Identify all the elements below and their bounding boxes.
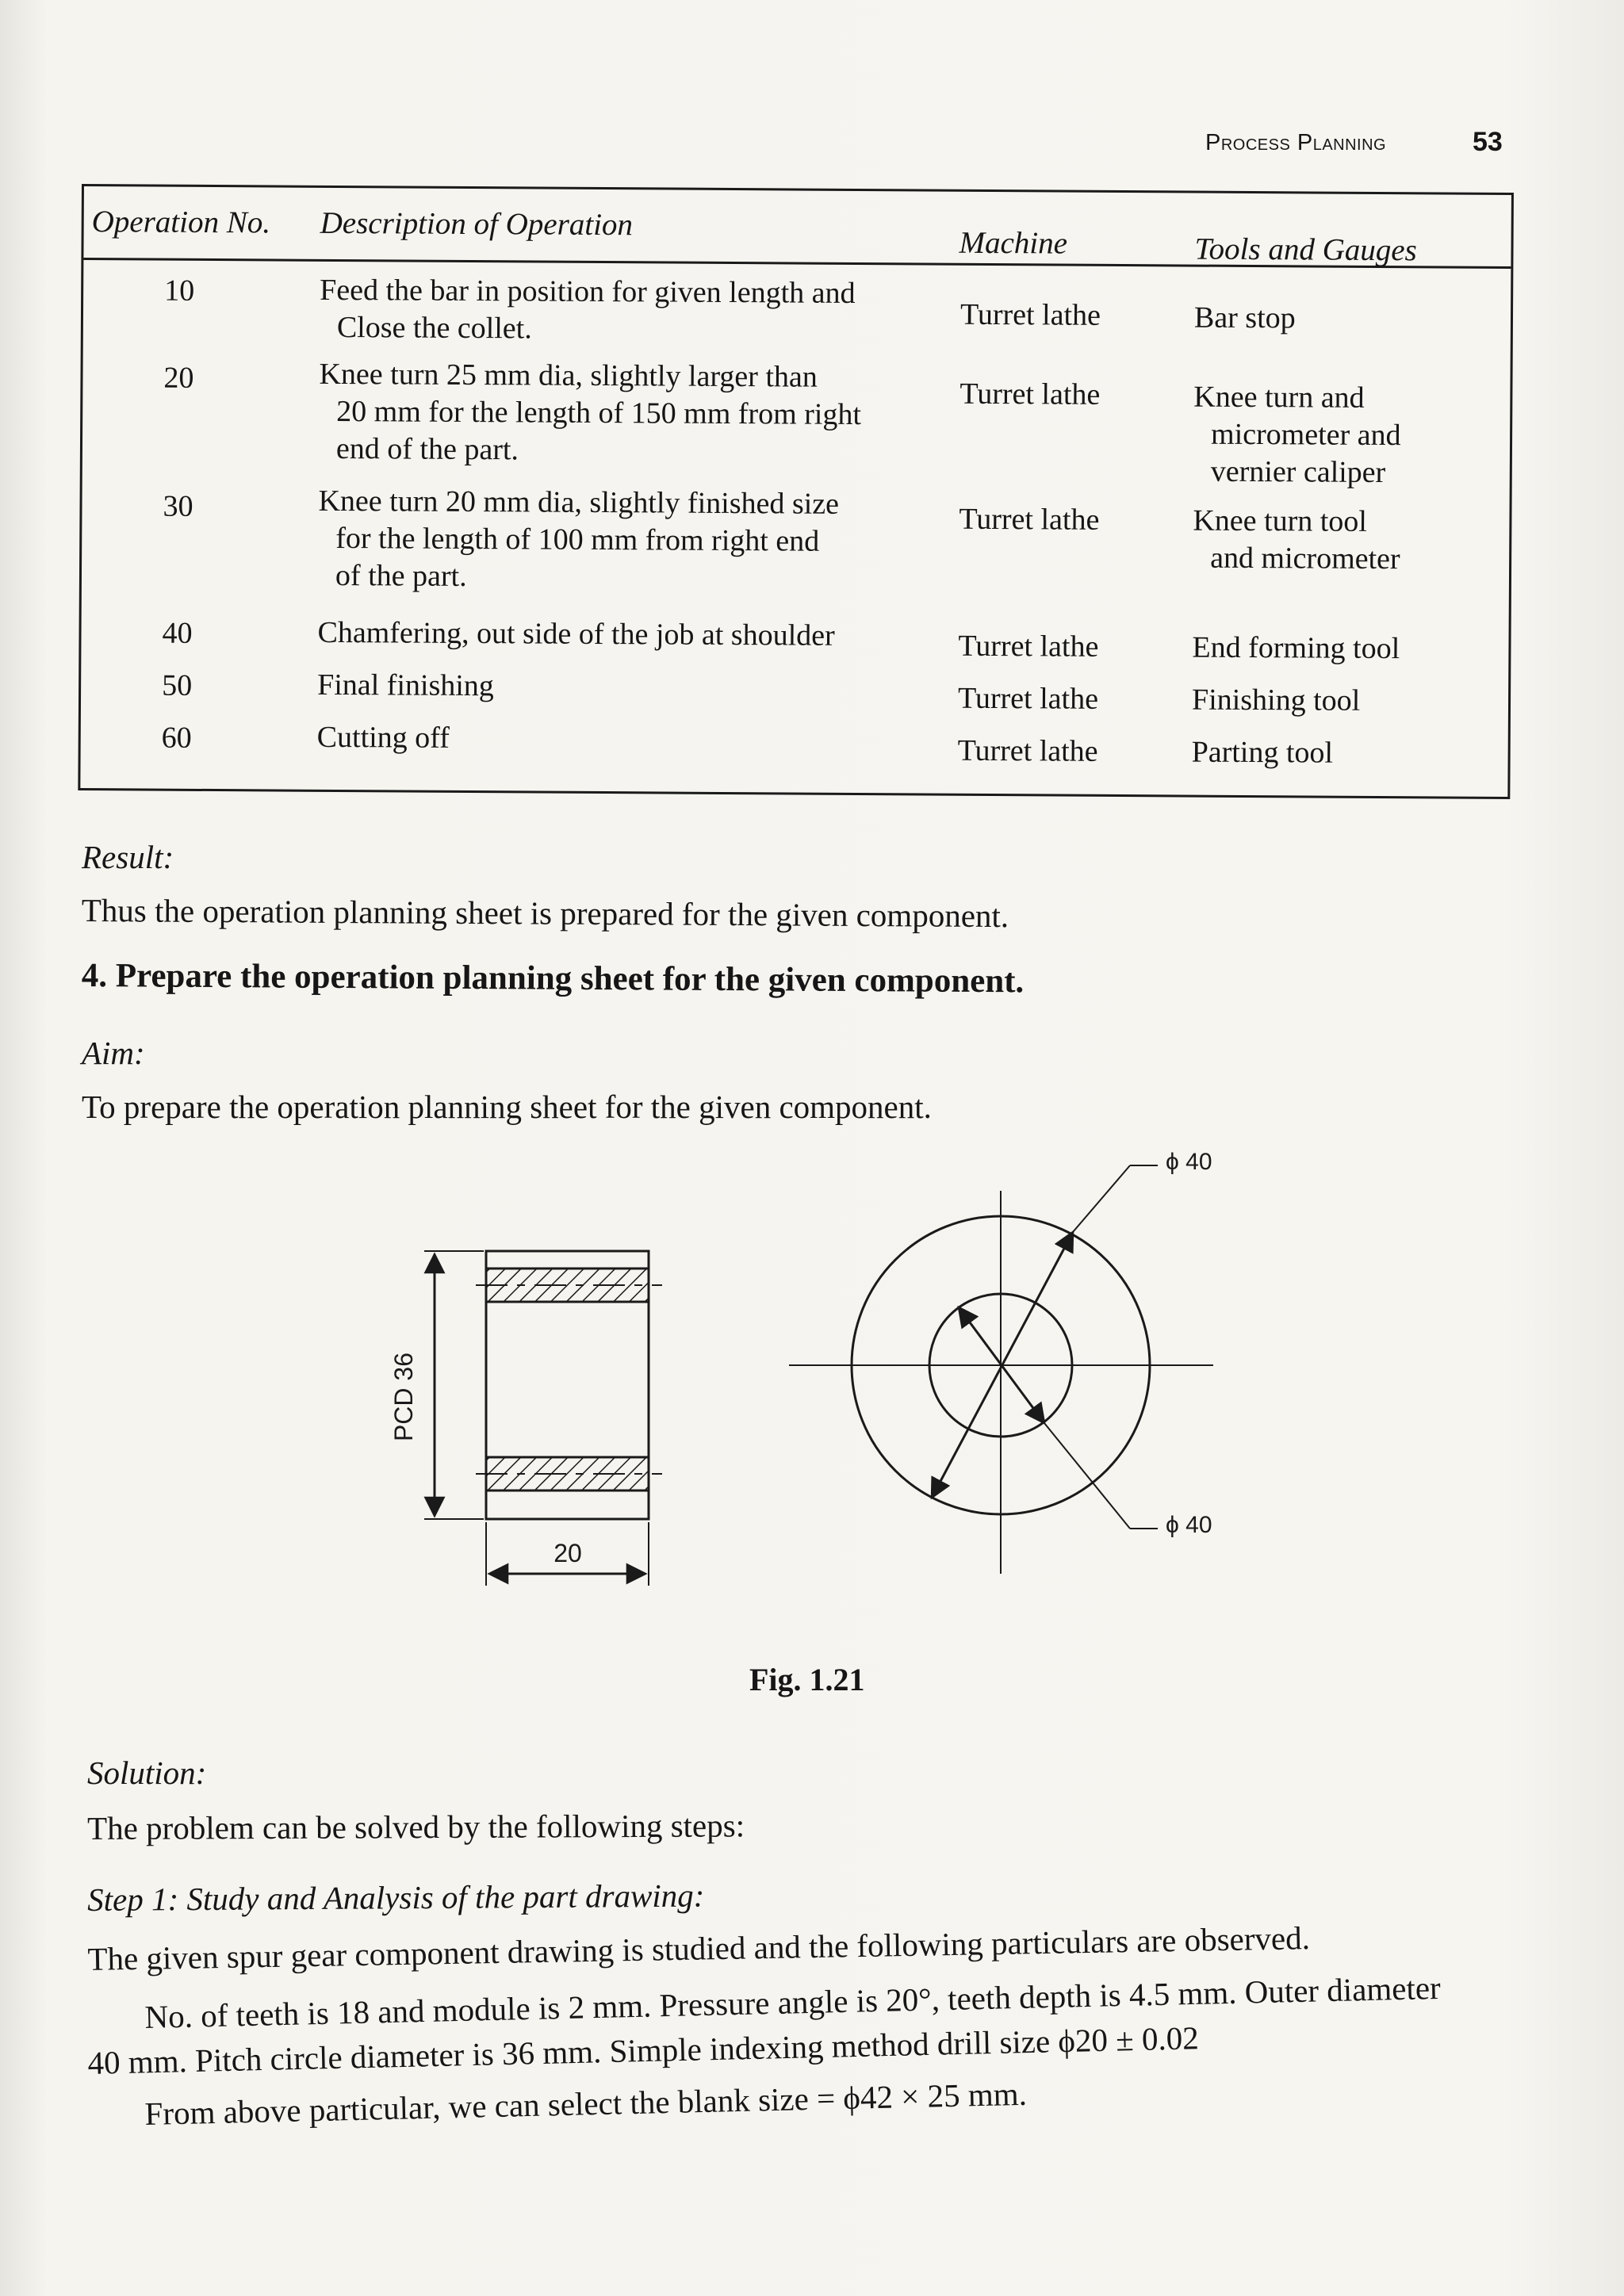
description-line: Knee turn 20 mm dia, slightly finished size	[318, 484, 840, 521]
description-line: of the part.	[335, 558, 467, 593]
step1-paragraph-line: 40 mm. Pitch circle diameter is 36 mm. Simple indexing method drill size ϕ20 ± 0.02	[87, 2019, 1200, 2081]
tools-line: vernier caliper	[1210, 454, 1386, 490]
leader-line	[1073, 1165, 1130, 1232]
description-line: Feed the bar in position for given length and	[320, 273, 856, 310]
header-tools-gauges: Tools and Gauges	[1194, 232, 1417, 268]
step1-paragraph-line: From above particular, we can select the blank size = ϕ42 × 25 mm.	[144, 2075, 1028, 2132]
pcd-label: PCD 36	[389, 1352, 418, 1442]
description-cell	[318, 483, 839, 598]
machine-cell: Turret lathe	[959, 297, 1101, 332]
solution-heading: Solution:	[87, 1755, 207, 1791]
description-line: for the length of 100 mm from right end	[335, 521, 820, 558]
machine-cell: Turret lathe	[957, 733, 1098, 768]
front-view	[789, 1165, 1213, 1574]
description-line: end of the part.	[335, 431, 519, 467]
description-cell: Final finishing	[317, 668, 495, 703]
header-machine: Machine	[959, 225, 1068, 261]
machine-cell: Turret lathe	[959, 502, 1100, 537]
tools-line: Knee turn and	[1193, 380, 1365, 415]
op-no-cell: 20	[163, 361, 194, 395]
tools-line: and micrometer	[1210, 541, 1400, 576]
tools-line: micrometer and	[1210, 417, 1401, 453]
header-description: Description of Operation	[320, 205, 634, 243]
machine-cell: Turret lathe	[959, 377, 1101, 411]
side-view	[424, 1251, 662, 1586]
description-cell: Chamfering, out side of the job at shoulder	[317, 615, 835, 652]
tools-cell: Finishing tool	[1191, 683, 1361, 718]
step1-heading: Step 1: Study and Analysis of the part drawing:	[87, 1877, 705, 1918]
tools-cell	[1193, 503, 1400, 579]
op-no-cell: 10	[164, 274, 195, 308]
tools-cell: End forming tool	[1192, 630, 1400, 666]
problem-heading: 4. Prepare the operation planning sheet for the given component.	[81, 957, 1025, 1001]
description-cell: Cutting off	[316, 720, 450, 755]
page-number: 53	[1473, 127, 1503, 157]
op-no-cell: 40	[162, 616, 193, 650]
description-cell	[320, 272, 856, 350]
solution-intro: The problem can be solved by the following steps:	[87, 1807, 745, 1846]
op-no-cell: 60	[161, 721, 192, 755]
tools-cell: Bar stop	[1193, 300, 1296, 335]
diameter-label-bottom: ϕ 40	[1166, 1512, 1212, 1538]
op-no-cell: 30	[163, 489, 193, 523]
leader-line	[1044, 1423, 1130, 1529]
description-line: Knee turn 25 mm dia, slightly larger than	[319, 357, 818, 394]
result-text: Thus the operation planning sheet is prepared for the given component.	[81, 892, 1009, 935]
diameter-label-top: ϕ 40	[1166, 1149, 1212, 1175]
figure-caption: Fig. 1.21	[749, 1662, 865, 1697]
aim-text: To prepare the operation planning sheet for the given component.	[82, 1089, 932, 1125]
result-heading: Result:	[82, 839, 174, 875]
op-no-cell: 50	[162, 668, 193, 702]
width-label: 20	[553, 1539, 582, 1567]
tools-cell: Parting tool	[1191, 735, 1334, 770]
step1-text: The given spur gear component drawing is studied and the following particulars are observed.	[87, 1919, 1311, 1977]
tools-line: Knee turn tool	[1193, 503, 1368, 538]
running-title: Process Planning	[1205, 130, 1387, 155]
description-line: Close the collet.	[336, 310, 532, 346]
gear-drawing	[349, 1142, 1253, 1617]
machine-cell: Turret lathe	[958, 629, 1099, 664]
description-line: 20 mm for the length of 150 mm from right	[336, 394, 862, 432]
header-operation-no: Operation No.	[91, 205, 271, 240]
description-cell	[319, 356, 862, 471]
tools-cell	[1193, 379, 1401, 492]
machine-cell: Turret lathe	[957, 681, 1099, 716]
aim-heading: Aim:	[82, 1035, 145, 1071]
operation-table	[78, 184, 1514, 799]
step1-paragraph-line: No. of teeth is 18 and module is 2 mm. Pressure angle is 20°, teeth depth is 4.5 mm. Outer diameter	[144, 1969, 1442, 2035]
